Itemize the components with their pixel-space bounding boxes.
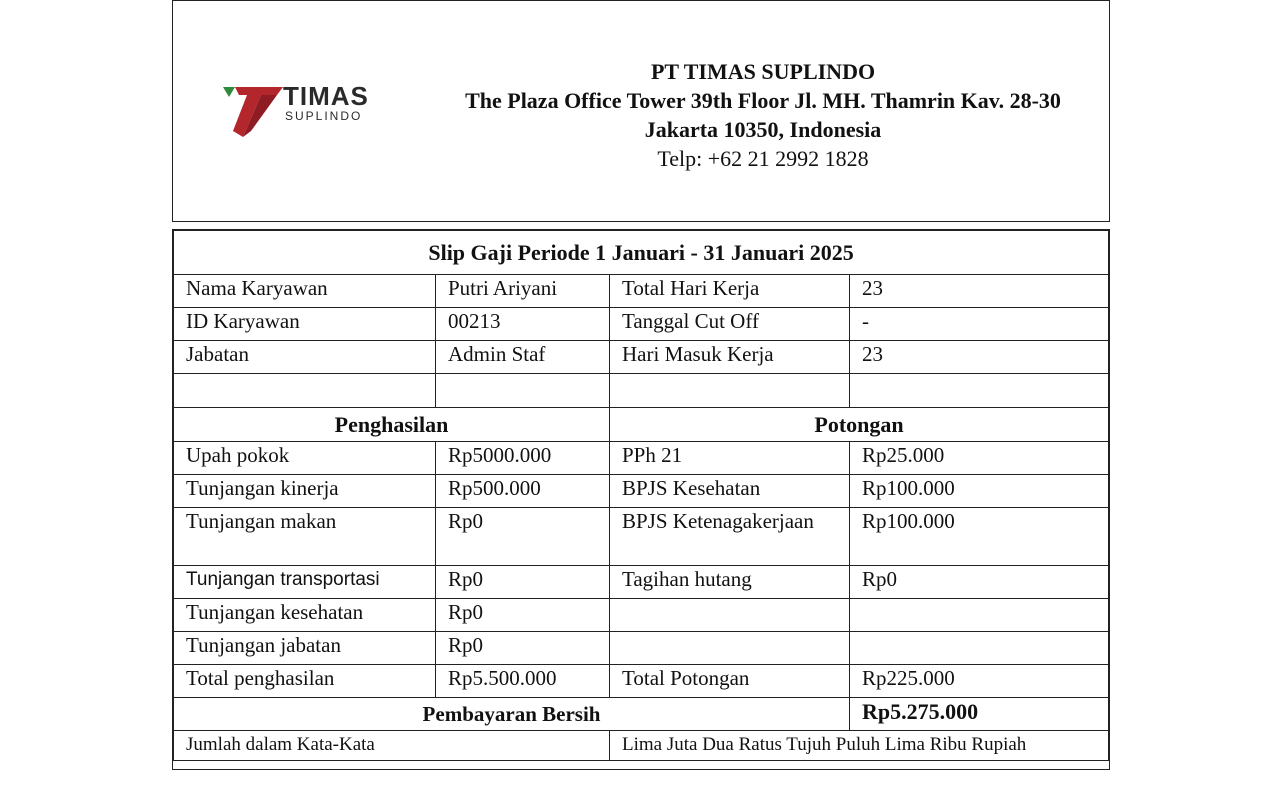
- total-deductions-label: Total Potongan: [610, 665, 850, 698]
- line-item-row: [174, 566, 1109, 599]
- totals-row: [174, 665, 1109, 698]
- info-row: [174, 308, 1109, 341]
- empty-cell: [436, 374, 610, 408]
- earning-value: Rp0: [436, 508, 610, 566]
- net-pay-label: Pembayaran Bersih: [174, 698, 850, 731]
- logo-text-top: TIMAS: [283, 81, 369, 111]
- amount-in-words-value: Lima Juta Dua Ratus Tujuh Puluh Lima Ribu Rupiah: [610, 731, 1109, 761]
- net-pay-row: [174, 698, 1109, 731]
- earning-value: Rp5000.000: [436, 442, 610, 475]
- salary-slip-table: [173, 230, 1109, 761]
- deduction-value: Rp25.000: [850, 442, 1109, 475]
- empty-cell: [174, 374, 436, 408]
- company-info: [423, 57, 1103, 173]
- amount-in-words-label: Jumlah dalam Kata-Kata: [174, 731, 610, 761]
- earning-label: Upah pokok: [174, 442, 436, 475]
- net-pay-value: Rp5.275.000: [850, 698, 1109, 731]
- info-label: Total Hari Kerja: [610, 275, 850, 308]
- info-value: Putri Ariyani: [436, 275, 610, 308]
- line-item-row: [174, 599, 1109, 632]
- earnings-header: Penghasilan: [174, 408, 610, 442]
- deduction-value: [850, 632, 1109, 665]
- info-value: 23: [850, 341, 1109, 374]
- company-logo: [221, 79, 421, 149]
- deduction-label: [610, 599, 850, 632]
- info-label: Tanggal Cut Off: [610, 308, 850, 341]
- empty-cell: [610, 374, 850, 408]
- empty-cell: [850, 374, 1109, 408]
- deduction-label: PPh 21: [610, 442, 850, 475]
- line-item-row: [174, 632, 1109, 665]
- earning-value: Rp0: [436, 632, 610, 665]
- letterhead: [172, 0, 1110, 222]
- deduction-label: BPJS Kesehatan: [610, 475, 850, 508]
- company-name: PT TIMAS SUPLINDO: [650, 59, 876, 84]
- info-label: Hari Masuk Kerja: [610, 341, 850, 374]
- company-address-line2: Jakarta 10350, Indonesia: [644, 117, 882, 142]
- total-earnings-label: Total penghasilan: [174, 665, 436, 698]
- section-header-row: [174, 408, 1109, 442]
- earning-label: Tunjangan makan: [174, 508, 436, 566]
- line-item-row: [174, 508, 1109, 566]
- deduction-value: Rp0: [850, 566, 1109, 599]
- info-label: Nama Karyawan: [174, 275, 436, 308]
- salary-slip: [172, 229, 1110, 770]
- info-value: 23: [850, 275, 1109, 308]
- line-item-row: [174, 475, 1109, 508]
- info-row: [174, 275, 1109, 308]
- empty-row: [174, 374, 1109, 408]
- earning-label: Tunjangan transportasi: [174, 566, 436, 599]
- earning-value: Rp0: [436, 566, 610, 599]
- deductions-header: Potongan: [610, 408, 1109, 442]
- info-label: Jabatan: [174, 341, 436, 374]
- deduction-value: Rp100.000: [850, 508, 1109, 566]
- slip-title: Slip Gaji Periode 1 Januari - 31 Januari 2025: [174, 231, 1109, 275]
- logo-text-bottom: SUPLINDO: [285, 109, 363, 123]
- company-phone: Telp: +62 21 2992 1828: [657, 146, 869, 171]
- info-row: [174, 341, 1109, 374]
- earning-value: Rp500.000: [436, 475, 610, 508]
- total-deductions-value: Rp225.000: [850, 665, 1109, 698]
- deduction-label: [610, 632, 850, 665]
- slip-title-row: [174, 231, 1109, 275]
- earning-value: Rp0: [436, 599, 610, 632]
- info-value: Admin Staf: [436, 341, 610, 374]
- info-value: -: [850, 308, 1109, 341]
- earning-label: Tunjangan jabatan: [174, 632, 436, 665]
- earning-label: Tunjangan kinerja: [174, 475, 436, 508]
- deduction-value: Rp100.000: [850, 475, 1109, 508]
- deduction-label: Tagihan hutang: [610, 566, 850, 599]
- amount-in-words-row: [174, 731, 1109, 761]
- total-earnings-value: Rp5.500.000: [436, 665, 610, 698]
- info-value: 00213: [436, 308, 610, 341]
- deduction-value: [850, 599, 1109, 632]
- logo-mark-icon: [221, 79, 291, 139]
- company-address-line1: The Plaza Office Tower 39th Floor Jl. MH. Thamrin Kav. 28-30: [465, 88, 1061, 113]
- line-item-row: [174, 442, 1109, 475]
- deduction-label: BPJS Ketenagakerjaan: [610, 508, 850, 566]
- earning-label: Tunjangan kesehatan: [174, 599, 436, 632]
- info-label: ID Karyawan: [174, 308, 436, 341]
